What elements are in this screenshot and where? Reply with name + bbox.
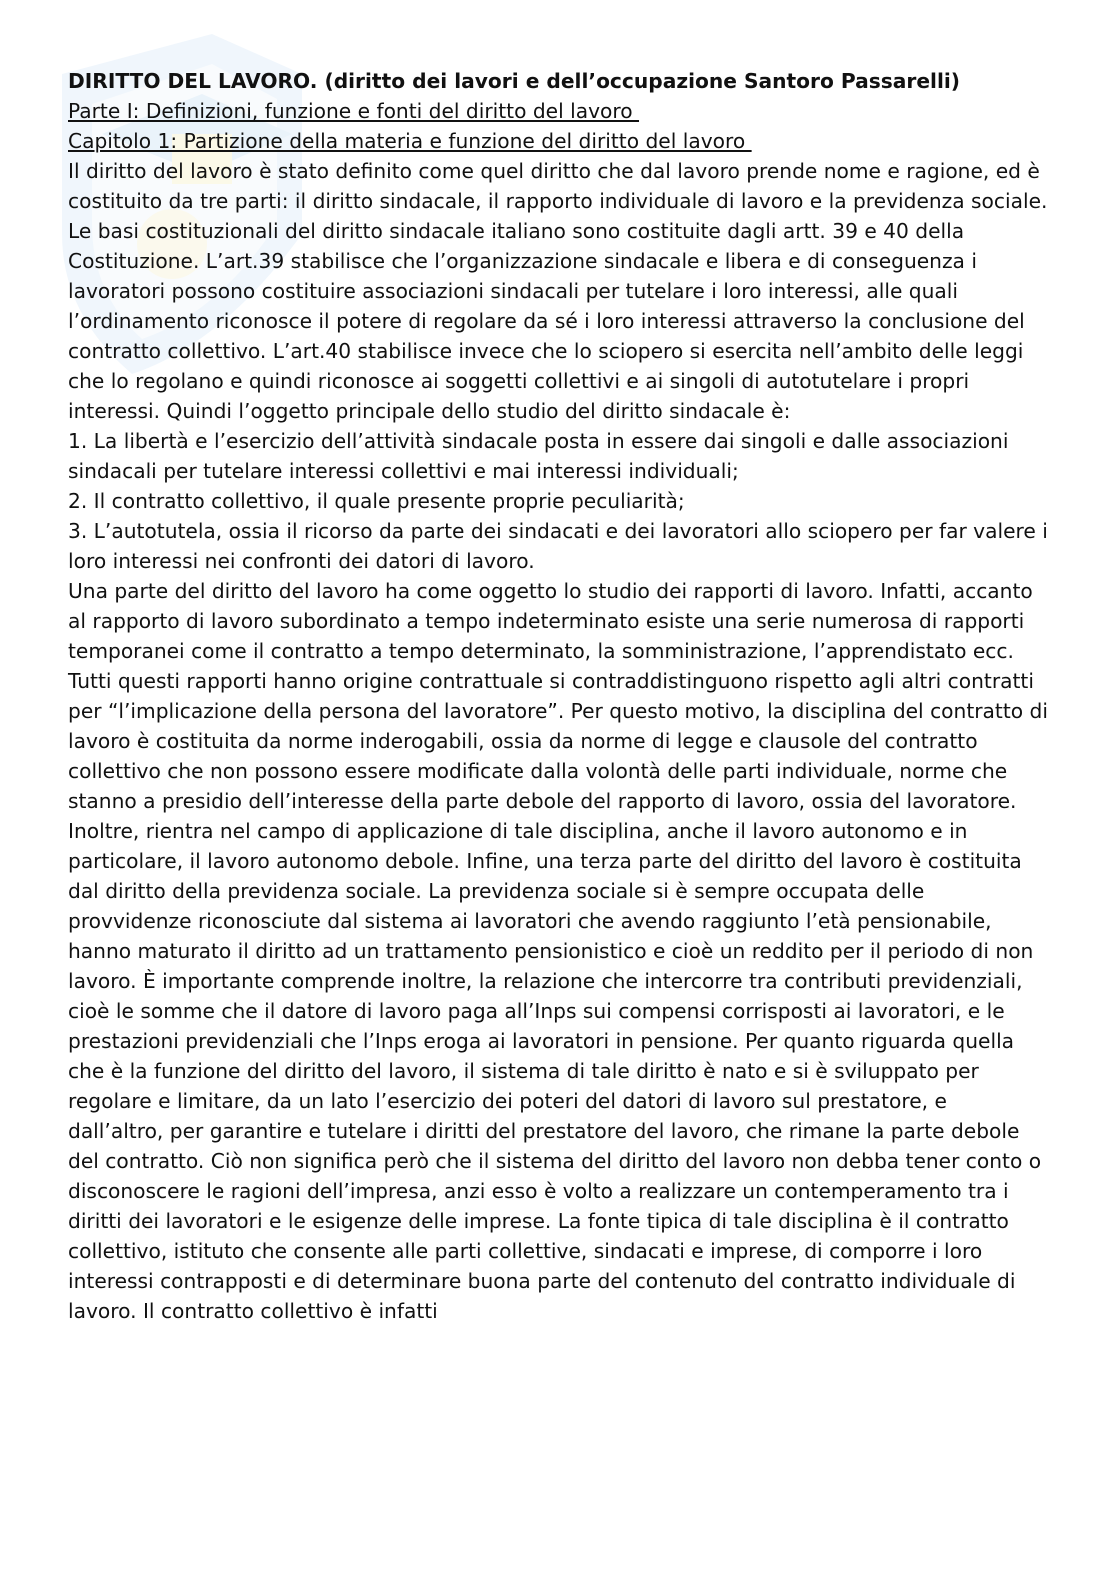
- paragraph: Una parte del diritto del lavoro ha come oggetto lo studio dei rapporti di lavoro. Infatti, accanto al rapporto di lavoro subordinato a tempo indeterminato esiste una serie numerosa di rapporti temporanei come il contratto a tempo determinato, la somministrazione, l’apprendistato ecc. Tutti questi rapporti hanno origine contrattuale si contraddistinguono rispetto agli altri contratti per “l’implicazione della persona del lavoratore”. Per questo motivo, la disciplina del contratto di lavoro è costituita da norme inderogabili, ossia da norme di legge e clausole del contratto collettivo che non possono essere modificate dalla volontà delle parti individuale, norme che stanno a presidio dell’interesse della parte debole del rapporto di lavoro, ossia del lavoratore. Inoltre, rientra nel campo di applicazione di tale disciplina, anche il lavoro autonomo e in particolare, il lavoro autonomo debole. Infine, una terza parte del diritto del lavoro è costituita dal diritto della previdenza sociale. La previdenza sociale si è sempre occupata delle provvidenze riconosciute dal sistema ai lavoratori che avendo raggiunto l’età pensionabile, hanno maturato il diritto ad un trattamento pensionistico e cioè un reddito per il periodo di non lavoro. È importante comprende inoltre, la relazione che intercorre tra contributi previdenziali, cioè le somme che il datore di lavoro paga all’Inps sui compensi corrisposti ai lavoratori, e le prestazioni previdenziali che l’Inps eroga ai lavoratori in pensione. Per quanto riguarda quella che è la funzione del diritto del lavoro, il sistema di tale diritto è nato e si è sviluppato per regolare e limitare, da un lato l’esercizio dei poteri del datori di lavoro sul prestatore, e dall’altro, per garantire e tutelare i diritti del prestatore del lavoro, che rimane la parte debole del contratto. Ciò non significa però che il sistema del diritto del lavoro non debba tener conto o disconoscere le ragioni dell’impresa, anzi esso è volto a realizzare un contemperamento tra i diritti dei lavoratori e le esigenze delle imprese. La fonte tipica di tale disciplina è il contratto collettivo, istituto che consente alle parti collettive, sindacati e imprese, di comporre i loro interessi contrapposti e di determinare buona parte del contenuto del contratto individuale di lavoro. Il contratto collettivo è infatti: [68, 579, 1048, 1323]
- chapter-heading: Capitolo 1: Partizione della materia e funzione del diritto del lavoro: [68, 129, 752, 153]
- paragraph: Le basi costituzionali del diritto sindacale italiano sono costituite dagli artt. 39 e 40 della Costituzione. L’art.39 stabilisce che l’organizzazione sindacale e libera e di conseguenza i lavoratori possono costituire associazioni sindacali per tutelare i loro interessi, alle quali l’ordinamento riconosce il potere di regolare da sé i loro interessi attraverso la conclusione del contratto collettivo. L’art.40 stabilisce invece che lo sciopero si esercita nell’ambito delle leggi che lo regolano e quindi riconosce ai soggetti collettivi e ai singoli di autotutelare i propri interessi. Quindi l’oggetto principale dello studio del diritto sindacale è:: [68, 219, 1025, 423]
- paragraph: Il diritto del lavoro è stato definito come quel diritto che dal lavoro prende nome e ragione, ed è costituito da tre parti: il diritto sindacale, il rapporto individuale di lavoro e la previdenza sociale.: [68, 159, 1048, 213]
- list-item: 2. Il contratto collettivo, il quale presente proprie peculiarità;: [68, 489, 685, 513]
- list-item: 1. La libertà e l’esercizio dell’attività sindacale posta in essere dai singoli e dalle associazioni sindacali per tutelare interessi collettivi e mai interessi individuali;: [68, 429, 1009, 483]
- part-heading: Parte I: Definizioni, funzione e fonti del diritto del lavoro: [68, 99, 640, 123]
- document-title: DIRITTO DEL LAVORO. (diritto dei lavori e dell’occupazione Santoro Passarelli): [68, 69, 961, 93]
- document-body: [68, 66, 1048, 1326]
- list-item: 3. L’autotutela, ossia il ricorso da parte dei sindacati e dei lavoratori allo sciopero per far valere i loro interessi nei confronti dei datori di lavoro.: [68, 519, 1048, 573]
